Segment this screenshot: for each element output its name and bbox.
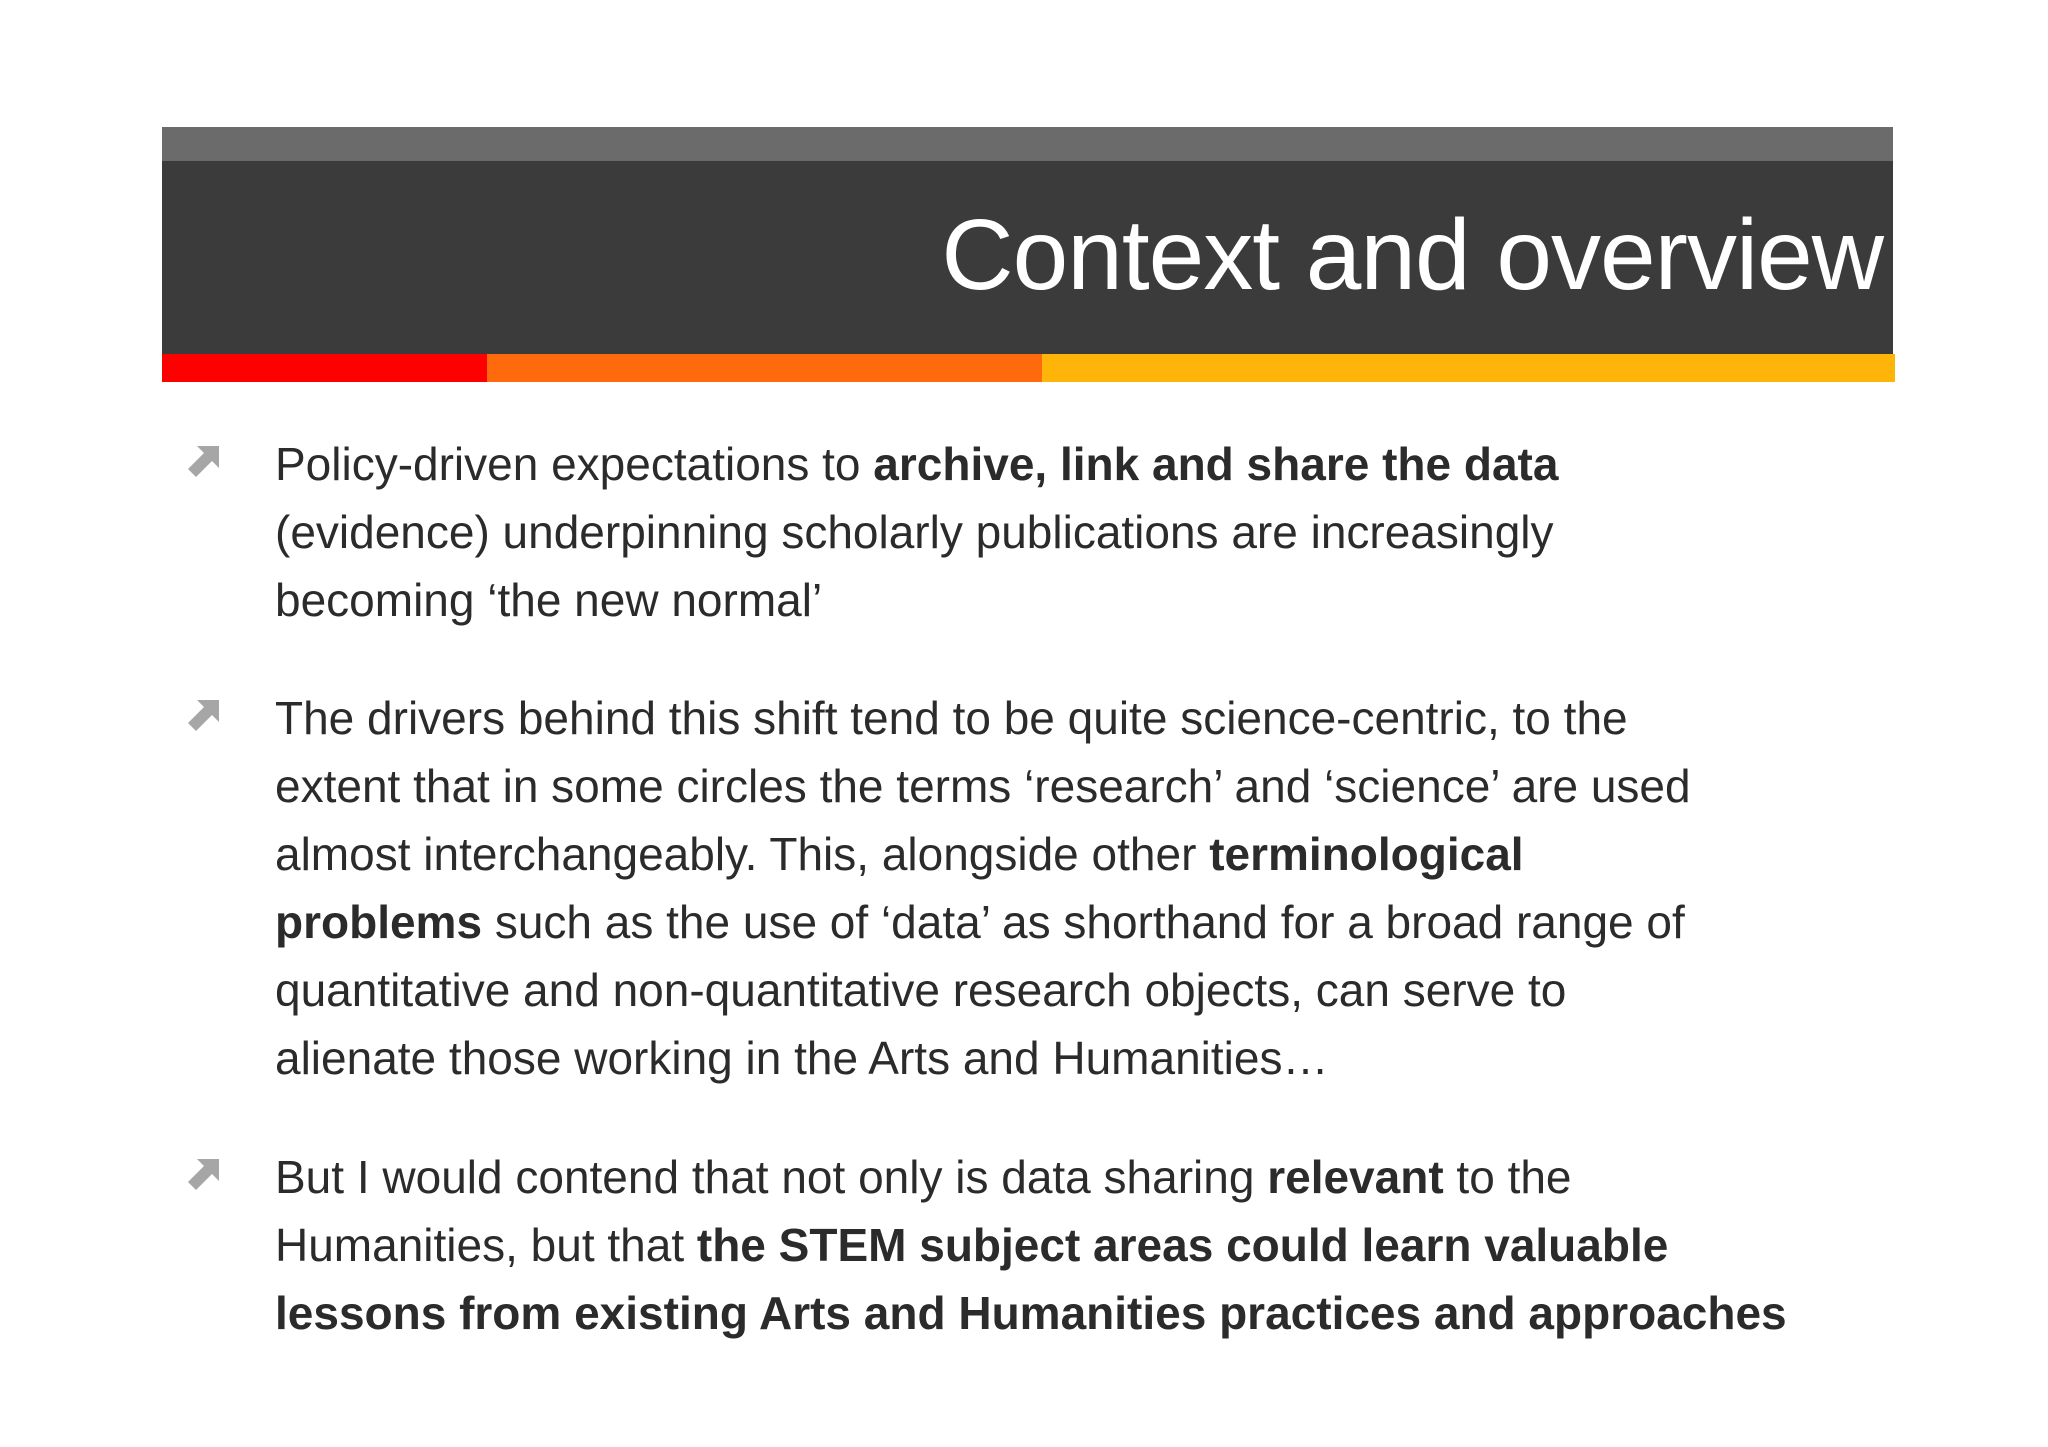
bold-text-run: relevant: [1267, 1151, 1444, 1203]
bold-text-run: problems: [275, 896, 483, 948]
text-run: extent that in some circles the terms ‘research’ and ‘science’ are used: [275, 760, 1691, 812]
bold-text-run: archive, link and share the data: [873, 438, 1559, 490]
text-run: alienate those working in the Arts and Humanities…: [275, 1032, 1329, 1084]
text-run: becoming ‘the new normal’: [275, 574, 823, 626]
bullet-line: [275, 752, 1875, 820]
text-run: to the: [1443, 1151, 1572, 1203]
title-bar: [162, 161, 1893, 354]
bullet-text: [275, 430, 1875, 634]
bullet-line: [275, 684, 1875, 752]
accent-strip: [162, 354, 1895, 382]
accent-red-segment: [162, 354, 487, 382]
accent-orange-segment: [487, 354, 1042, 382]
bullet-text: [275, 1143, 1875, 1347]
arrow-up-right-icon: [185, 1153, 225, 1193]
bullet-line: [275, 430, 1875, 498]
bullet-line: [275, 1024, 1875, 1092]
bullet-line: [275, 820, 1875, 888]
bold-text-run: lessons from existing Arts and Humanities practices and approaches: [275, 1287, 1787, 1339]
text-run: such as the use of ‘data’ as shorthand for a broad range of: [482, 896, 1685, 948]
bullet-line: [275, 498, 1875, 566]
accent-yellow-segment: [1042, 354, 1895, 382]
bold-text-run: terminological: [1209, 828, 1524, 880]
text-run: But I would contend that not only is data sharing: [275, 1151, 1268, 1203]
title-top-strip: [162, 127, 1893, 161]
slide-title: Context and overview: [941, 199, 1883, 311]
arrow-up-right-icon: [185, 694, 225, 734]
bullet-text: [275, 684, 1875, 1092]
bullet-line: [275, 1143, 1875, 1211]
bullet-line: [275, 888, 1875, 956]
text-run: almost interchangeably. This, alongside other: [275, 828, 1210, 880]
text-run: Humanities, but that: [275, 1219, 697, 1271]
text-run: The drivers behind this shift tend to be quite science-centric, to the: [275, 692, 1628, 744]
bullet-line: [275, 1211, 1875, 1279]
bullet-line: [275, 1279, 1875, 1347]
arrow-up-right-icon: [185, 440, 225, 480]
bullet-line: [275, 956, 1875, 1024]
text-run: quantitative and non-quantitative research objects, can serve to: [275, 964, 1567, 1016]
bold-text-run: the STEM subject areas could learn valuable: [696, 1219, 1669, 1271]
bullet-line: [275, 566, 1875, 634]
text-run: (evidence) underpinning scholarly publications are increasingly: [275, 506, 1554, 558]
text-run: Policy-driven expectations to: [275, 438, 874, 490]
